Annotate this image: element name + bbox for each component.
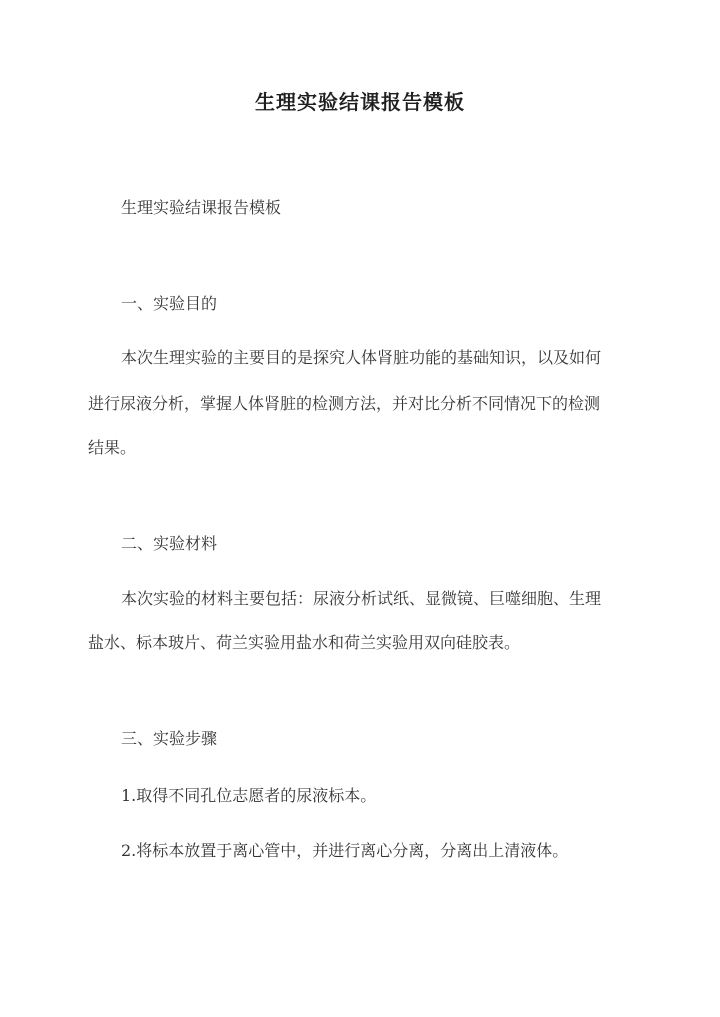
section-heading-purpose: 一、实验目的 <box>121 294 218 313</box>
step-item: 2.将标本放置于离心管中，并进行离心分离，分离出上清液体。 <box>121 841 569 860</box>
section-heading-steps: 三、实验步骤 <box>121 729 218 748</box>
paragraph-line: 盐水、标本玻片、荷兰实验用盐水和荷兰实验用双向硅胶表。 <box>88 633 521 652</box>
step-item: 1.取得不同孔位志愿者的尿液标本。 <box>121 786 377 805</box>
document-subtitle: 生理实验结课报告模板 <box>121 198 282 217</box>
document-title: 生理实验结课报告模板 <box>255 90 465 114</box>
paragraph-line: 本次实验的材料主要包括：尿液分析试纸、显微镜、巨噬细胞、生理 <box>121 589 602 608</box>
paragraph-line: 结果。 <box>88 438 137 457</box>
paragraph-line: 本次生理实验的主要目的是探究人体肾脏功能的基础知识，以及如何 <box>121 348 602 367</box>
section-heading-materials: 二、实验材料 <box>121 534 218 553</box>
paragraph-line: 进行尿液分析，掌握人体肾脏的检测方法，并对比分析不同情况下的检测 <box>88 394 601 413</box>
